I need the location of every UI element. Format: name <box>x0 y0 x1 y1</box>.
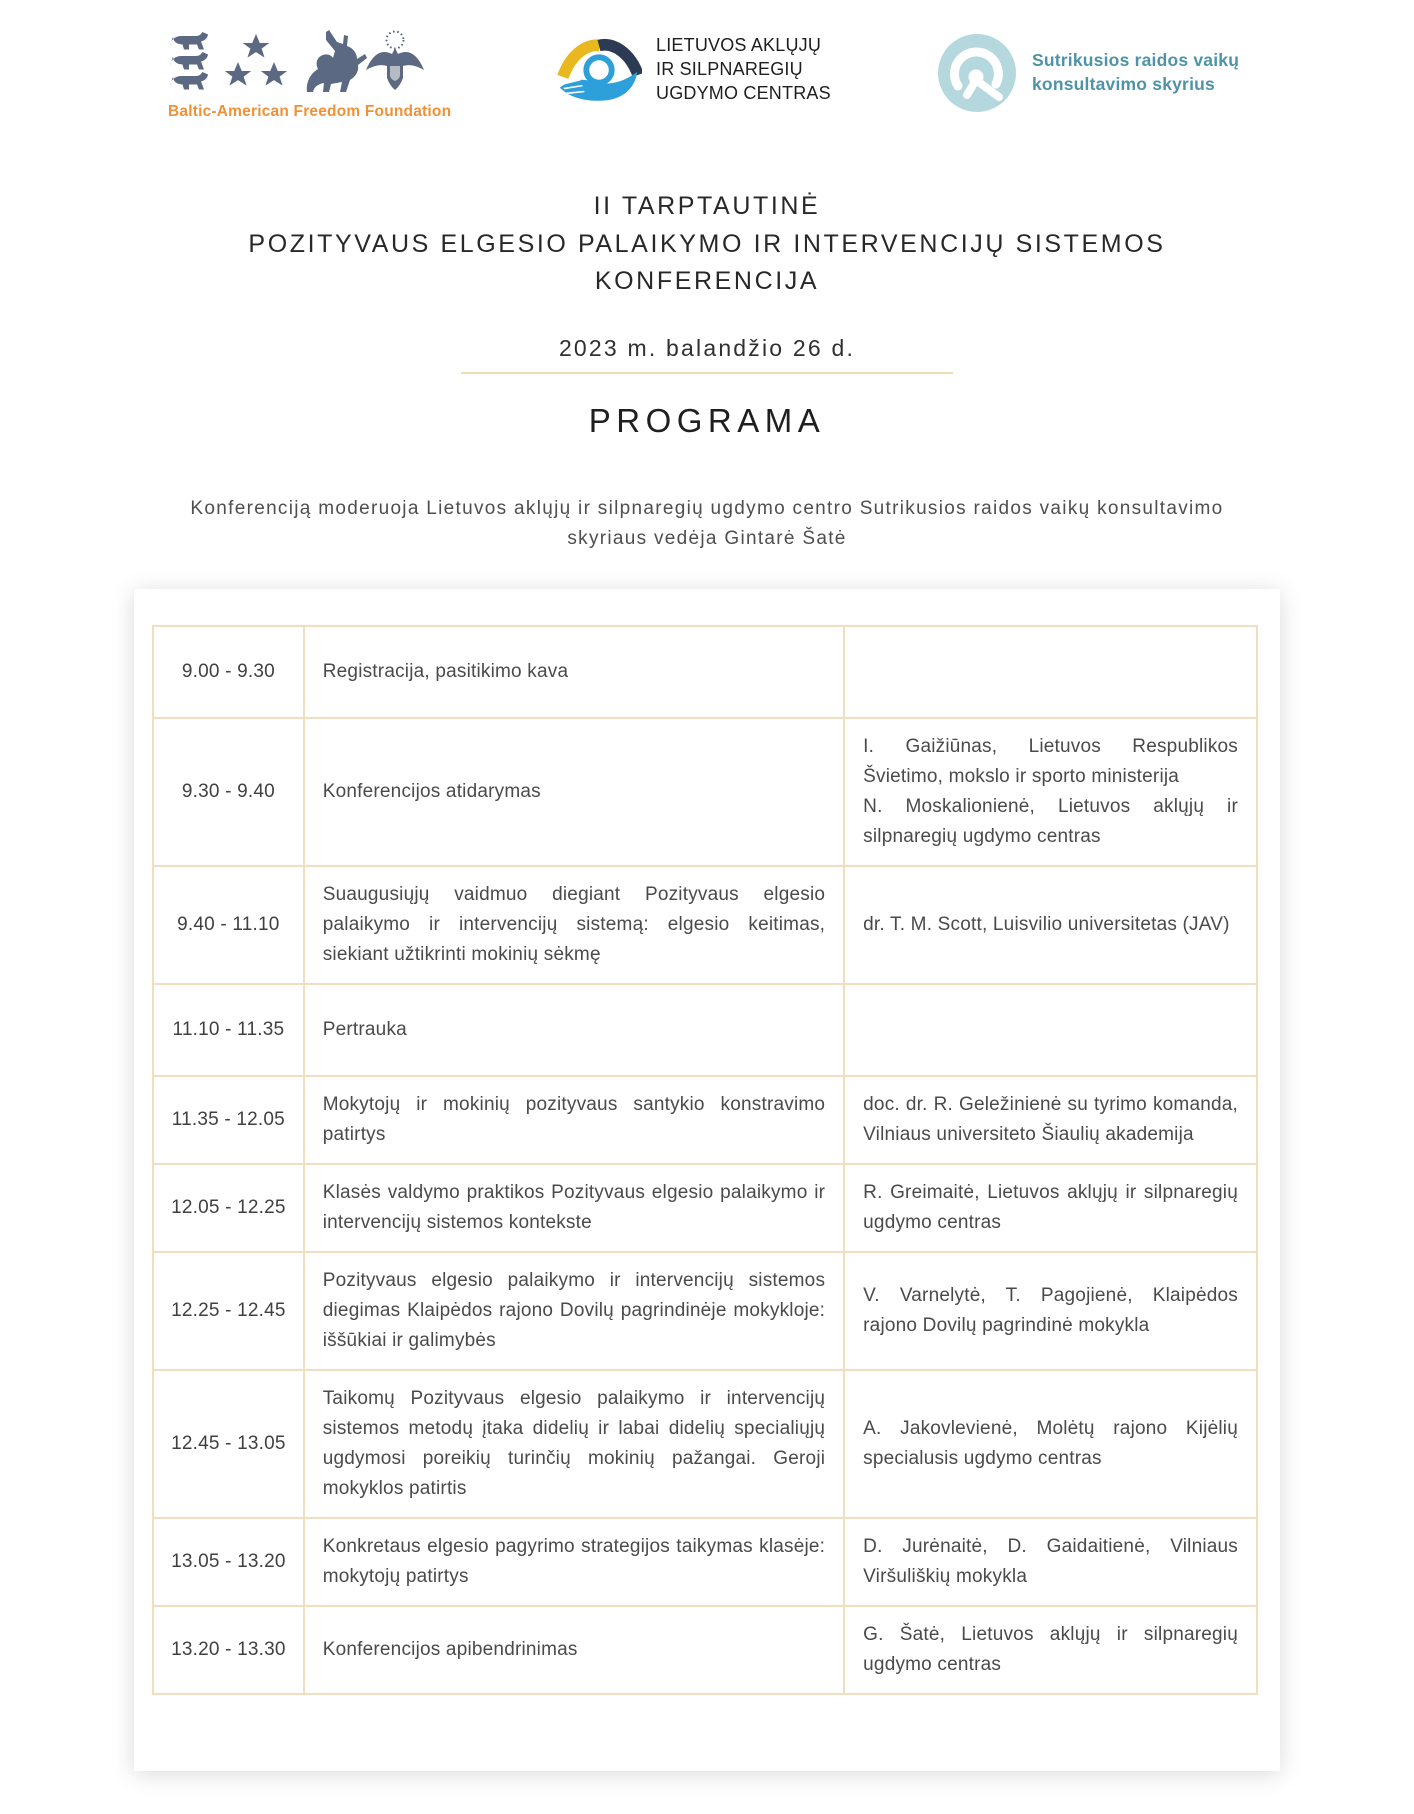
speakers-cell <box>844 626 1257 718</box>
time-cell: 9.30 - 9.40 <box>153 718 304 866</box>
time-cell: 9.40 - 11.10 <box>153 866 304 984</box>
time-cell: 13.05 - 13.20 <box>153 1518 304 1606</box>
topic-cell: Registracija, pasitikimo kava <box>304 626 844 718</box>
speaker-entry: A. Jakovlevienė, Molėtų rajono Kijėlių specialusis ugdymo centras <box>863 1418 1238 1470</box>
baff-label: Baltic-American Freedom Foundation <box>168 103 452 120</box>
date-underline <box>461 372 953 374</box>
speakers-cell <box>844 1370 1257 1518</box>
speakers-cell <box>844 1076 1257 1164</box>
lasuc-line-3: UGDYMO CENTRAS <box>656 82 831 103</box>
speakers-cell <box>844 866 1257 984</box>
topic-cell: Konferencijos atidarymas <box>304 718 844 866</box>
table-row <box>153 984 1257 1076</box>
speaker-entry: dr. T. M. Scott, Luisvilio universitetas (JAV) <box>863 914 1230 936</box>
speaker-entry: G. Šatė, Lietuvos aklųjų ir silpnaregių ugdymo centras <box>863 1624 1238 1676</box>
schedule-table <box>152 625 1258 1695</box>
srvks-line-1: Sutrikusios raidos vaikų <box>1032 50 1240 71</box>
time-cell: 11.35 - 12.05 <box>153 1076 304 1164</box>
time-cell: 12.25 - 12.45 <box>153 1252 304 1370</box>
speakers-cell <box>844 1252 1257 1370</box>
topic-cell: Konkretaus elgesio pagyrimo strategijos taikymas klasėje: mokytojų patirtys <box>304 1518 844 1606</box>
speakers-cell <box>844 718 1257 866</box>
title-line-3: KONFERENCIJA <box>594 267 820 295</box>
topic-cell: Pertrauka <box>304 984 844 1076</box>
speakers-cell <box>844 1606 1257 1694</box>
program-card <box>134 589 1280 1771</box>
logos-row <box>0 0 1414 144</box>
person-circle-icon <box>938 34 1016 112</box>
time-cell: 11.10 - 11.35 <box>153 984 304 1076</box>
table-row <box>153 1164 1257 1252</box>
speaker-entry: D. Jurėnaitė, D. Gaidaitienė, Vilniaus Viršuliškių mokykla <box>863 1536 1238 1588</box>
speaker-entry: R. Greimaitė, Lietuvos aklųjų ir silpnaregių ugdymo centras <box>863 1182 1238 1234</box>
lasuc-text <box>656 34 831 105</box>
time-cell: 12.45 - 13.05 <box>153 1370 304 1518</box>
title-block <box>0 188 1414 555</box>
conference-date: 2023 m. balandžio 26 d. <box>558 334 856 361</box>
title-line-2: POZITYVAUS ELGESIO PALAIKYMO IR INTERVENCIJŲ SISTEMOS <box>248 229 1166 258</box>
srvks-line-2: konsultavimo skyrius <box>1032 74 1215 94</box>
baff-heraldic-icons <box>168 30 426 92</box>
topic-cell: Pozityvaus elgesio palaikymo ir intervencijų sistemos diegimas Klaipėdos rajono Dovilų pagrindinėje mokykloje: iššūkiai ir galimybės <box>304 1252 844 1370</box>
table-row <box>153 1518 1257 1606</box>
logo-srvks <box>938 34 1239 112</box>
time-cell: 13.20 - 13.30 <box>153 1606 304 1694</box>
card-zone <box>0 555 1414 1801</box>
table-row <box>153 1076 1257 1164</box>
program-heading: PROGRAMA <box>588 401 826 439</box>
table-row <box>153 1606 1257 1694</box>
srvks-text <box>1032 49 1239 96</box>
schedule-body <box>153 626 1257 1694</box>
table-row <box>153 866 1257 984</box>
table-row <box>153 718 1257 866</box>
topic-cell: Konferencijos apibendrinimas <box>304 1606 844 1694</box>
lasuc-line-1: LIETUVOS AKLŲJŲ <box>656 35 822 56</box>
eye-hand-icon <box>556 32 642 108</box>
conference-title <box>0 188 1414 301</box>
topic-cell: Mokytojų ir mokinių pozityvaus santykio konstravimo patirtys <box>304 1076 844 1164</box>
lasuc-line-2: IR SILPNAREGIŲ <box>656 59 803 80</box>
title-line-1: II TARPTAUTINĖ <box>593 192 821 220</box>
table-row <box>153 1252 1257 1370</box>
logo-baff <box>168 30 452 121</box>
moderator-note: Konferenciją moderuoja Lietuvos aklųjų ir silpnaregių ugdymo centro Sutrikusios raidos vaikų konsultavimo skyriaus vedėja Gintarė Šatė <box>190 497 1224 550</box>
speaker-entry: doc. dr. R. Geležinienė su tyrimo komanda, Vilniaus universiteto Šiaulių akademija <box>863 1094 1238 1146</box>
speakers-cell <box>844 984 1257 1076</box>
table-row <box>153 1370 1257 1518</box>
topic-cell: Klasės valdymo praktikos Pozityvaus elgesio palaikymo ir intervencijų sistemos kontekste <box>304 1164 844 1252</box>
speakers-cell <box>844 1518 1257 1606</box>
time-cell: 12.05 - 12.25 <box>153 1164 304 1252</box>
speakers-cell <box>844 1164 1257 1252</box>
speaker-entry: V. Varnelytė, T. Pagojienė, Klaipėdos rajono Dovilų pagrindinė mokykla <box>863 1285 1238 1337</box>
time-cell: 9.00 - 9.30 <box>153 626 304 718</box>
topic-cell: Suaugusiųjų vaidmuo diegiant Pozityvaus elgesio palaikymo ir intervencijų sistemą: elgesio keitimas, siekiant užtikrinti mokinių sėkmę <box>304 866 844 984</box>
topic-cell: Taikomų Pozityvaus elgesio palaikymo ir intervencijų sistemos metodų įtaka didelių ir labai didelių specialiųjų ugdymosi poreikių turinčių mokinių pažangai. Geroji mokyklos patirtis <box>304 1370 844 1518</box>
logo-lasuc <box>556 32 831 108</box>
speaker-entry: I. Gaižiūnas, Lietuvos Respublikos Švietimo, mokslo ir sporto ministerija <box>863 736 1238 788</box>
speaker-entry: N. Moskalionienė, Lietuvos aklųjų ir silpnaregių ugdymo centras <box>863 796 1238 848</box>
table-row <box>153 626 1257 718</box>
